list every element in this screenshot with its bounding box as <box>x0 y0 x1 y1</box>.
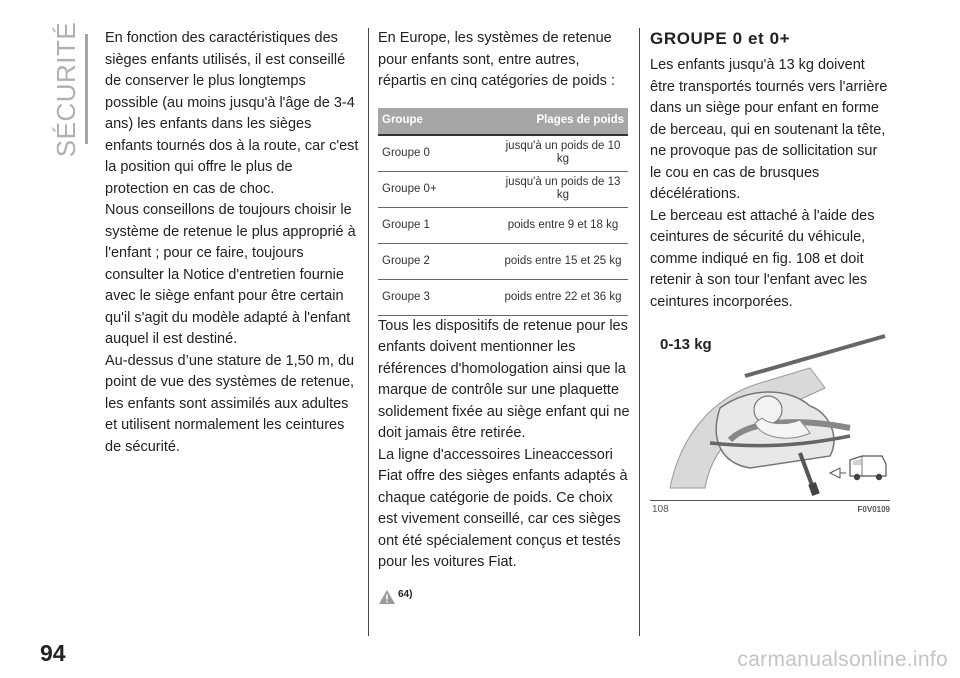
cell-group: Groupe 0 <box>378 135 498 172</box>
figure-label: 0-13 kg <box>660 336 712 353</box>
warning-triangle-icon <box>378 589 396 605</box>
column-2 <box>378 28 630 605</box>
figure-rule <box>650 500 890 501</box>
paragraph: Nous conseillons de toujours choisir le système de retenue le plus approprié à l'enfant ; pour ce faire, toujours consulter la Notice d'entretien fournie avec le siège enfant pour être certain qu'il s'agit du modèle adapté à l'enfant auquel il est destiné. <box>105 202 356 347</box>
cell-group: Groupe 1 <box>378 207 498 243</box>
cell-weight: poids entre 9 et 18 kg <box>498 207 628 243</box>
intro-paragraph: En Europe, les systèmes de retenue pour enfants sont, entre autres, répartis en cinq catégories de poids : <box>378 30 615 89</box>
table-row <box>378 207 628 243</box>
warning-note <box>378 584 630 606</box>
table-header-row <box>378 108 628 135</box>
cell-weight: poids entre 15 et 25 kg <box>498 243 628 279</box>
cell-group: Groupe 0+ <box>378 171 498 207</box>
header-weight-range: Plages de poids <box>498 108 628 135</box>
paragraph: Tous les dispositifs de retenue pour les enfants doivent mentionner les références d'homologation ainsi que la marque de contrôle sur une plaquette solidement fixée au siège enfant qui ne doit jamais être retirée. <box>378 317 630 441</box>
table-row <box>378 171 628 207</box>
column-3 <box>650 28 890 515</box>
cell-weight: jusqu'à un poids de 10 kg <box>498 135 628 172</box>
figure-number: 108 <box>652 504 669 515</box>
section-title: SÉCURITÉ <box>51 21 82 157</box>
table-row <box>378 243 628 279</box>
column-1 <box>105 28 360 458</box>
column-divider-1 <box>368 28 369 636</box>
section-rule <box>85 34 88 144</box>
table-row <box>378 279 628 315</box>
header-group: Groupe <box>378 108 498 135</box>
note-reference: 64) <box>398 588 413 600</box>
table-row <box>378 135 628 172</box>
paragraph: La ligne d'accessoires Lineaccessori Fiat offre des sièges enfants adaptés à chaque catégorie de poids. Ce choix est vivement conseillé, car ces sièges ont été spécialement conçus et testés pour les voitures Fiat. <box>378 446 628 570</box>
cell-group: Groupe 3 <box>378 279 498 315</box>
paragraph: Les enfants jusqu'à 13 kg doivent être transportés tournés vers l'arrière dans un siège pour enfant en forme de berceau, qui en soutenant la tête, ne provoque pas de sollicitation sur le cou en cas de brusques décélérations. <box>650 57 888 202</box>
cell-weight: poids entre 22 et 36 kg <box>498 279 628 315</box>
figure-108 <box>650 328 890 515</box>
cell-group: Groupe 2 <box>378 243 498 279</box>
watermark: carmanualsonline.info <box>737 648 948 671</box>
paragraph: En fonction des caractéristiques des sièges enfants utilisés, il est conseillé de conserver le plus longtemps possible (au moins jusqu'à l'âge de 3-4 ans) les enfants dans les sièges enfants tournés dos à la route, car c'est la position qui offre le plus de protection en cas de choc. <box>105 30 359 197</box>
column-divider-2 <box>639 28 640 636</box>
figure-code: F0V0109 <box>857 505 890 514</box>
page-number: 94 <box>40 640 66 666</box>
paragraph: Au-dessus d’une stature de 1,50 m, du point de vue des systèmes de retenue, les enfants sont assimilés aux adultes et utilisent normalement les ceintures de sécurité. <box>105 352 355 455</box>
paragraph: Le berceau est attaché à l'aide des ceintures de sécurité du véhicule, comme indiqué en fig. 108 et doit retenir à son tour l'enfant avec les ceintures incorporées. <box>650 207 875 310</box>
cell-weight: jusqu'à un poids de 13 kg <box>498 171 628 207</box>
weight-groups-table <box>378 108 628 316</box>
section-heading: GROUPE 0 et 0+ <box>650 29 791 48</box>
van-icon <box>850 456 886 480</box>
